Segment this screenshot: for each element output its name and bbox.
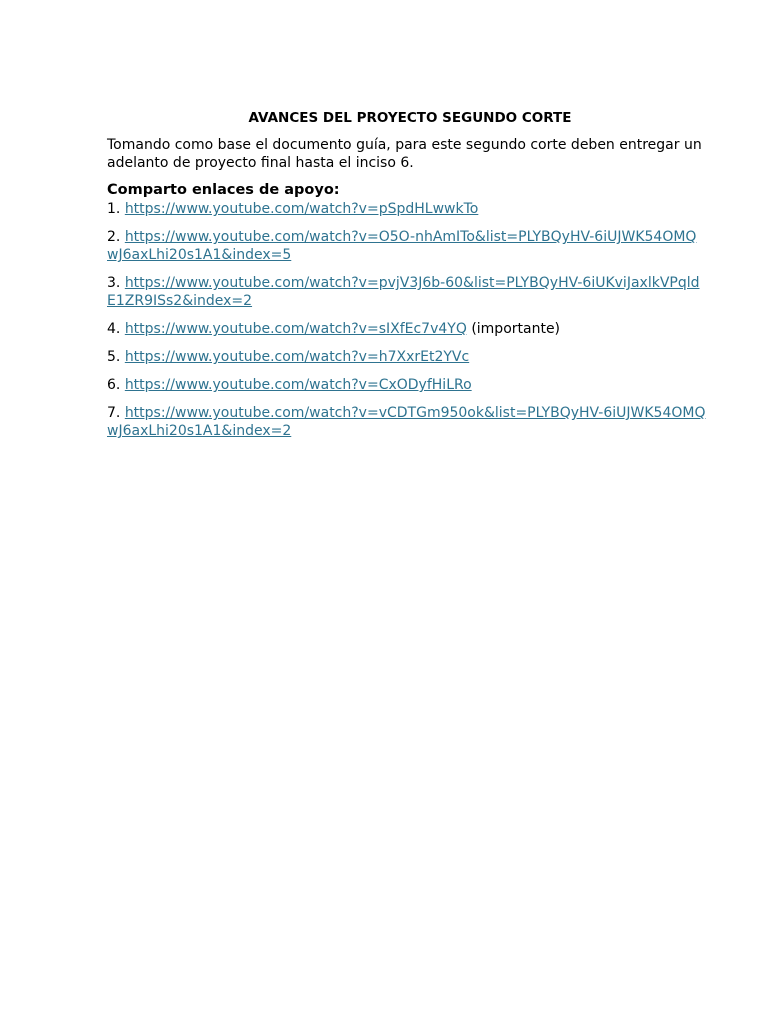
list-number: 7.	[107, 405, 121, 421]
document-body	[107, 109, 707, 450]
links-list	[107, 200, 707, 440]
list-item	[107, 228, 707, 264]
list-number: 2.	[107, 229, 121, 245]
list-number: 5.	[107, 349, 121, 365]
list-item	[107, 404, 707, 440]
youtube-link[interactable]: https://www.youtube.com/watch?v=CxODyfHiLRo	[124, 377, 472, 393]
youtube-link[interactable]: https://www.youtube.com/watch?v=pvjV3J6b-60&list=PLYBQyHV-6iUKviJaxlkVPqldE1ZR9ISs2&index=2	[107, 275, 700, 309]
list-number: 3.	[107, 275, 121, 291]
links-heading: Comparto enlaces de apoyo:	[107, 182, 340, 198]
list-number: 4.	[107, 321, 121, 337]
list-item	[107, 376, 707, 394]
link-note: (importante)	[471, 321, 561, 337]
list-item	[107, 348, 707, 366]
document-title: AVANCES DEL PROYECTO SEGUNDO CORTE	[248, 110, 572, 126]
youtube-link[interactable]: https://www.youtube.com/watch?v=vCDTGm950ok&list=PLYBQyHV-6iUJWK54OMQwJ6axLhi20s1A1&index=2	[107, 405, 706, 439]
list-number: 1.	[107, 201, 121, 217]
list-item	[107, 200, 707, 218]
list-item	[107, 320, 707, 338]
list-number: 6.	[107, 377, 121, 393]
youtube-link[interactable]: https://www.youtube.com/watch?v=pSpdHLwwkTo	[124, 201, 479, 217]
youtube-link[interactable]: https://www.youtube.com/watch?v=h7XxrEt2YVc	[124, 349, 470, 365]
youtube-link[interactable]: https://www.youtube.com/watch?v=O5O-nhAmITo&list=PLYBQyHV-6iUJWK54OMQwJ6axLhi20s1A1&index=5	[107, 229, 697, 263]
list-item	[107, 274, 707, 310]
intro-paragraph: Tomando como base el documento guía, para este segundo corte deben entregar un adelanto de proyecto final hasta el inciso 6.	[107, 137, 702, 171]
youtube-link[interactable]: https://www.youtube.com/watch?v=sIXfEc7v4YQ	[124, 321, 467, 337]
